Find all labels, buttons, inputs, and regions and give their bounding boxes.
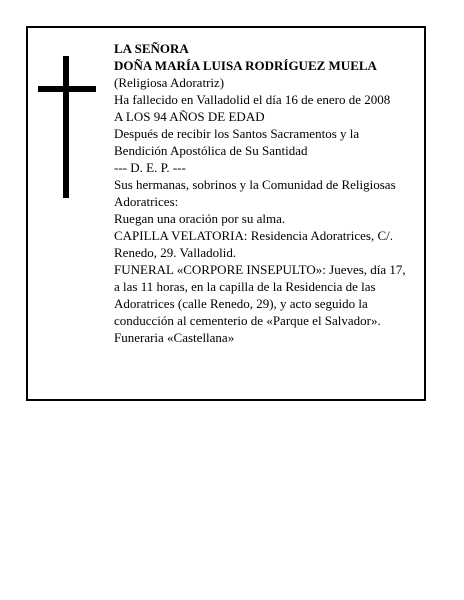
rip-line: --- D. E. P. --- <box>114 160 186 175</box>
obituary-notice <box>26 26 426 401</box>
chapel-line-2: Renedo, 29. Valladolid. <box>114 245 237 260</box>
funeral-line-4: conducción al cementerio de «Parque el Salvador». <box>114 313 381 328</box>
funeral-line-1: FUNERAL «CORPORE INSEPULTO»: Jueves, día 17, <box>114 262 406 277</box>
obituary-title: LA SEÑORA <box>114 41 189 56</box>
age-at-death: A LOS 94 AÑOS DE EDAD <box>114 109 265 124</box>
funeral-line-3: Adoratrices (calle Renedo, 29), y acto seguido la <box>114 296 368 311</box>
deceased-name: DOÑA MARÍA LUISA RODRÍGUEZ MUELA <box>114 58 377 73</box>
sacraments-line-2: Bendición Apostólica de Su Santidad <box>114 143 308 158</box>
sacraments-line-1: Después de recibir los Santos Sacramentos y la <box>114 126 360 141</box>
funeral-line-2: a las 11 horas, en la capilla de la Residencia de las <box>114 279 376 294</box>
cross-horizontal-bar <box>38 86 96 92</box>
death-notice: Ha fallecido en Valladolid el día 16 de enero de 2008 <box>114 92 391 107</box>
prayer-request: Ruegan una oración por su alma. <box>114 211 286 226</box>
family-line-1: Sus hermanas, sobrinos y la Comunidad de Religiosas <box>114 177 396 192</box>
funeral-home: Funeraria «Castellana» <box>114 330 235 345</box>
chapel-line-1: CAPILLA VELATORIA: Residencia Adoratrices, C/. <box>114 228 393 243</box>
cross-vertical-bar <box>63 56 69 198</box>
cross-icon <box>38 56 96 198</box>
religious-order: (Religiosa Adoratriz) <box>114 75 225 90</box>
family-line-2: Adoratrices: <box>114 194 179 209</box>
obituary-text <box>114 40 420 346</box>
